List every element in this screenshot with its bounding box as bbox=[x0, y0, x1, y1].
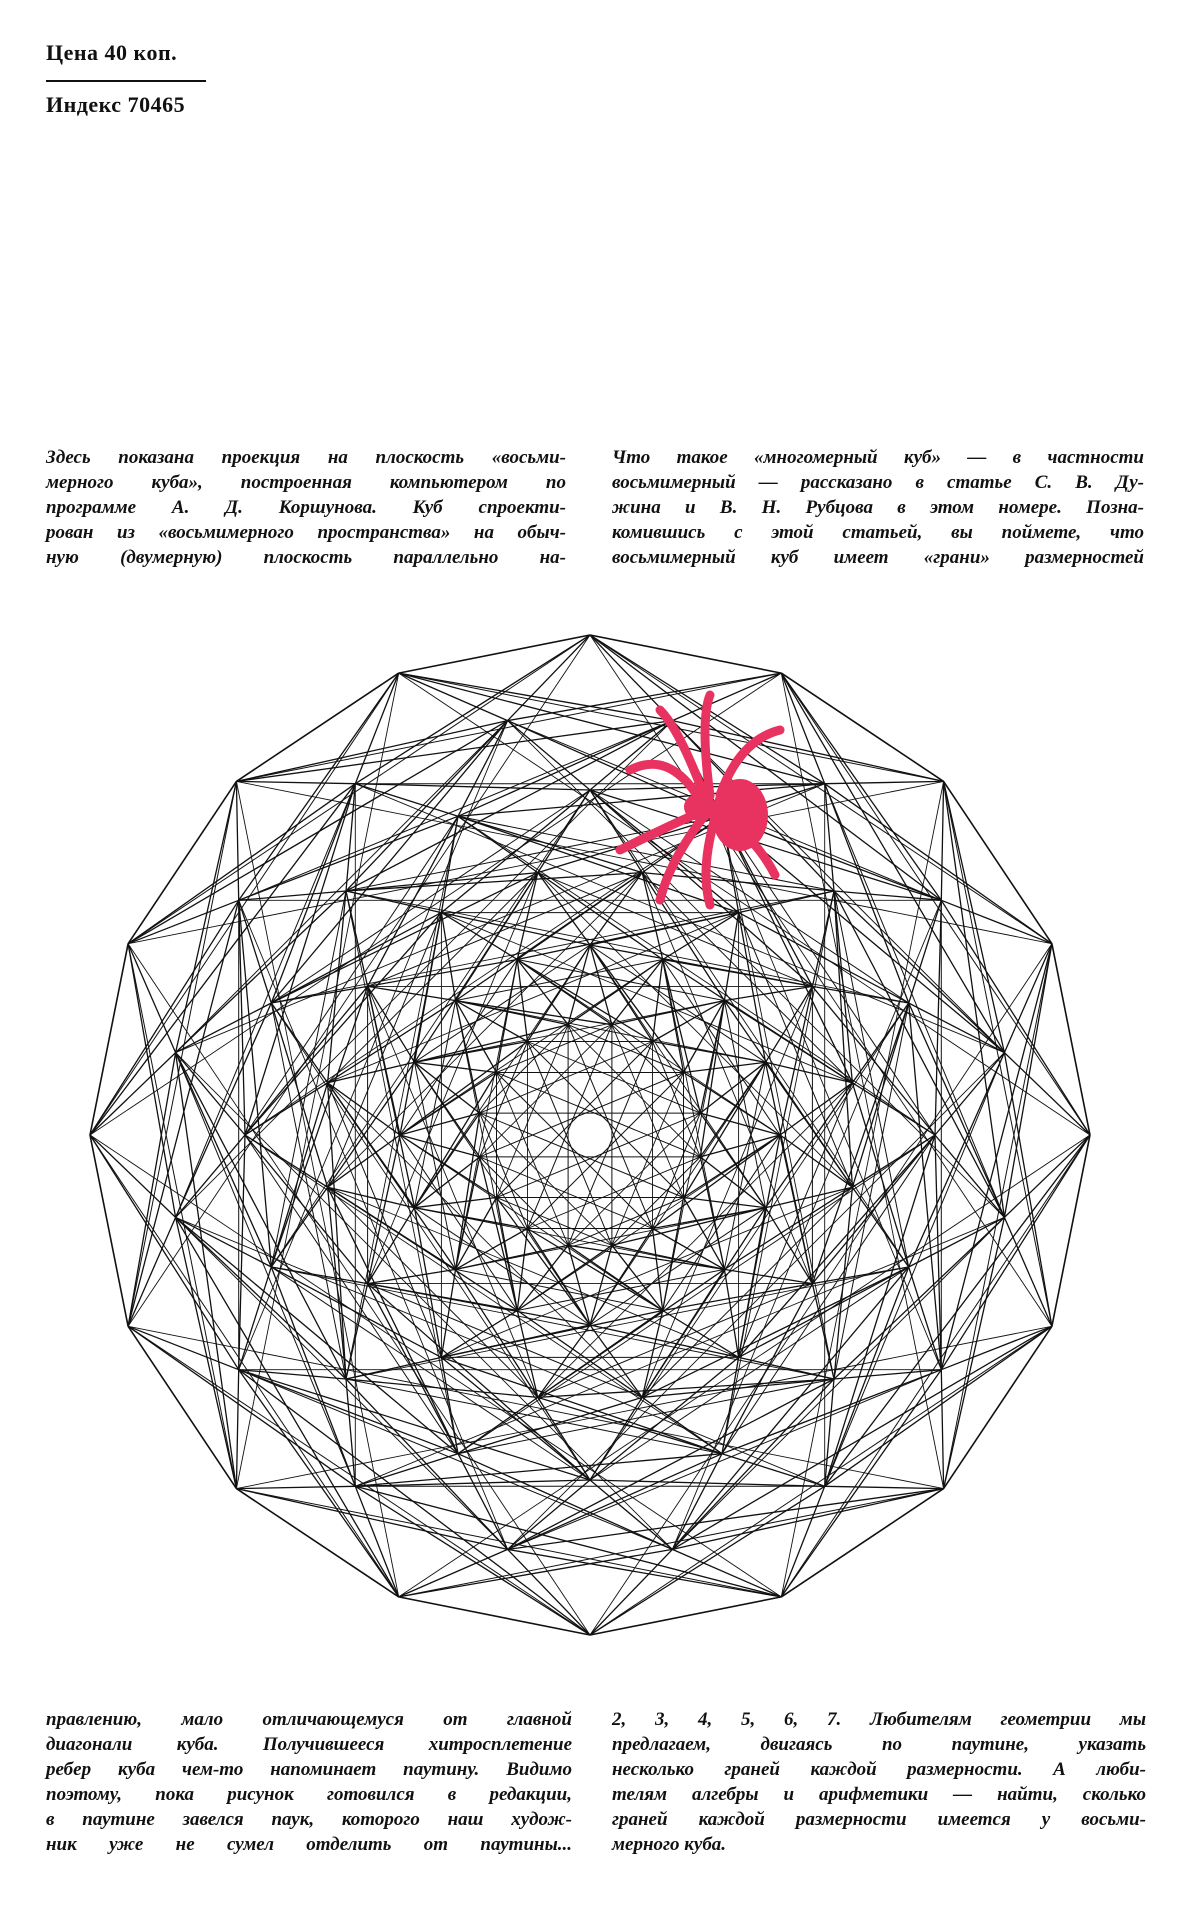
caption-line: ник уже не сумел отделить от паутины... bbox=[46, 1834, 572, 1855]
cube-edge bbox=[176, 1217, 458, 1453]
cube-edge bbox=[825, 1135, 1090, 1486]
index-label: Индекс 70465 bbox=[46, 92, 186, 117]
cube-edge bbox=[328, 1187, 456, 1269]
caption-line: комившись с этой статьей, вы поймете, что bbox=[612, 522, 1144, 543]
cube-edge bbox=[176, 1135, 245, 1217]
cube-edge bbox=[271, 1267, 441, 1357]
cube-edge bbox=[368, 1284, 458, 1454]
cube-edge bbox=[944, 781, 1005, 1052]
cube-edge bbox=[480, 1042, 653, 1114]
cube-edge bbox=[941, 1370, 943, 1489]
caption-line: поэтому, пока рисунок готовился в редакции, bbox=[46, 1784, 572, 1805]
cube-edge bbox=[236, 1486, 355, 1488]
cube-edge bbox=[722, 1284, 812, 1454]
cube-edge bbox=[508, 635, 590, 721]
cube-edge bbox=[825, 1486, 944, 1488]
cube-edge bbox=[508, 1489, 944, 1550]
cube-edge bbox=[825, 1135, 935, 1486]
cube-edge bbox=[1004, 1135, 1090, 1217]
cube-edge bbox=[328, 1001, 456, 1083]
cube-edge bbox=[497, 1042, 653, 1198]
cube-edge bbox=[458, 1454, 508, 1550]
caption-line: ребер куба чем-то напоминает паутину. Видимо bbox=[46, 1759, 572, 1780]
cube-edge bbox=[236, 1370, 238, 1489]
cube-edge bbox=[368, 986, 415, 1062]
cube-edge bbox=[456, 1269, 538, 1397]
cube-edge bbox=[176, 1217, 237, 1488]
cube-edge bbox=[528, 1073, 684, 1229]
cube-edge bbox=[834, 1187, 852, 1379]
caption-top-right bbox=[612, 445, 1144, 570]
caption-line: мерного куба», построенная компьютером по bbox=[46, 472, 566, 493]
cube-edge bbox=[766, 986, 813, 1062]
caption-line: предлагаем, двигаясь по паутине, указать bbox=[612, 1734, 1146, 1755]
cube-edge bbox=[368, 1208, 415, 1284]
cube-edge bbox=[935, 1053, 1004, 1135]
cube-edge bbox=[590, 635, 1052, 1326]
cube-edge bbox=[271, 721, 507, 1003]
cube-edge bbox=[441, 1311, 517, 1358]
cube-edge bbox=[590, 944, 1052, 1635]
cube-edge bbox=[128, 1326, 944, 1488]
cube-edge bbox=[642, 873, 724, 1001]
cube-edge bbox=[722, 816, 852, 1083]
cube-edge bbox=[346, 1379, 538, 1397]
cube-edge bbox=[663, 913, 739, 960]
caption-line: граней каждой размерности имеется у восьми- bbox=[612, 1809, 1146, 1830]
cube-edge bbox=[1004, 1053, 1090, 1135]
center-hole bbox=[577, 1122, 603, 1148]
cube-edge bbox=[724, 1001, 852, 1083]
caption-line: жина и В. Н. Рубцова в этом номере. Позна- bbox=[612, 497, 1144, 518]
cube-edge bbox=[672, 1489, 943, 1550]
caption-line: Что такое «многомерный куб» — в частности bbox=[612, 447, 1144, 468]
cube-edge bbox=[590, 1480, 672, 1549]
caption-top-left bbox=[46, 445, 566, 570]
cube-edge bbox=[480, 1157, 653, 1229]
caption-line: диагонали куба. Получившееся хитросплетение bbox=[46, 1734, 572, 1755]
cube-edge bbox=[497, 1073, 653, 1229]
cube-edge bbox=[399, 1135, 1090, 1597]
cube-edge bbox=[672, 1267, 908, 1549]
cube-edge bbox=[941, 1135, 1090, 1370]
cube-edge bbox=[672, 721, 943, 782]
cube-edge bbox=[700, 1001, 724, 1157]
cube-edge bbox=[944, 781, 1005, 1217]
caption-line: ную (двумерную) плоскость параллельно на- bbox=[46, 547, 566, 568]
cube-edge bbox=[642, 1267, 909, 1397]
cube-edge bbox=[128, 944, 590, 1635]
cube-edge bbox=[508, 721, 590, 790]
cube-edge bbox=[399, 673, 1090, 1135]
cube-edge bbox=[497, 1073, 569, 1246]
cube-edge bbox=[328, 891, 346, 1083]
cube-edge bbox=[176, 1003, 272, 1053]
cube-edge bbox=[355, 1486, 590, 1635]
cube-edge bbox=[236, 673, 398, 1489]
cube-edge bbox=[176, 1053, 237, 1489]
spider-leg bbox=[705, 695, 710, 796]
cube-edge bbox=[368, 816, 458, 986]
caption-bottom-right bbox=[612, 1707, 1146, 1857]
cube-edge bbox=[239, 1370, 590, 1635]
cube-edge bbox=[825, 781, 944, 783]
cube-edge bbox=[724, 1187, 852, 1269]
cube-edge bbox=[528, 1042, 684, 1198]
caption-line: 2, 3, 4, 5, 6, 7. Любителям геометрии мы bbox=[612, 1709, 1146, 1730]
cube-edge bbox=[909, 1217, 1005, 1267]
cube-edge bbox=[236, 781, 1052, 943]
cube-edge bbox=[642, 873, 852, 1083]
cube-edge bbox=[90, 1135, 176, 1217]
cube-edge bbox=[236, 721, 672, 782]
cube-edge bbox=[271, 913, 441, 1003]
caption-bottom-left bbox=[46, 1707, 572, 1857]
cube-edge bbox=[528, 1157, 701, 1229]
cube-edge bbox=[663, 1311, 739, 1358]
cube-edge bbox=[642, 1187, 852, 1397]
cube-edge bbox=[590, 1549, 672, 1635]
cube-edge bbox=[90, 1135, 781, 1597]
cube-edge bbox=[128, 635, 590, 1326]
cube-edge bbox=[328, 1187, 458, 1454]
cube-edge bbox=[739, 1267, 909, 1357]
cube-edge bbox=[236, 781, 355, 783]
cube-edge bbox=[90, 1053, 176, 1135]
cube-edge bbox=[497, 1025, 569, 1198]
cube-projection-figure bbox=[60, 600, 1120, 1670]
cube-edge bbox=[271, 873, 538, 1003]
caption-line: правлению, мало отличающемуся от главной bbox=[46, 1709, 572, 1730]
cube-edge bbox=[642, 1269, 724, 1397]
cube-edge bbox=[441, 913, 517, 960]
header-divider bbox=[46, 80, 206, 82]
cube-edge bbox=[90, 784, 355, 1135]
cube-edge bbox=[176, 781, 237, 1052]
price-label: Цена 40 коп. bbox=[46, 40, 178, 65]
caption-line: программе А. Д. Коршунова. Куб спроекти- bbox=[46, 497, 566, 518]
cube-edge bbox=[415, 1025, 569, 1063]
cube-edge bbox=[328, 873, 538, 1083]
caption-line: телям алгебры и арифметики — найти, сколько bbox=[612, 1784, 1146, 1805]
cube-edge bbox=[766, 1208, 813, 1284]
cube-edge bbox=[781, 781, 943, 1597]
cube-edge bbox=[236, 781, 238, 900]
cube-edge bbox=[328, 1187, 538, 1397]
caption-line: мерного куба. bbox=[612, 1834, 727, 1855]
cube-edge bbox=[236, 721, 507, 782]
cube-edge bbox=[663, 960, 701, 1114]
cube-edge bbox=[612, 1073, 684, 1246]
cube-edge bbox=[739, 913, 909, 1003]
cube-edge bbox=[941, 781, 943, 900]
caption-line: Здесь показана проекция на плоскость «восьми- bbox=[46, 447, 566, 468]
cube-edge bbox=[236, 1489, 507, 1550]
caption-line: в паутине завелся паук, которого наш худож- bbox=[46, 1809, 572, 1830]
caption-line: восьмимерный — рассказано в статье С. В. Ду- bbox=[612, 472, 1144, 493]
cube-edge bbox=[456, 1113, 480, 1269]
cube-edge bbox=[245, 784, 355, 1135]
cube-edge bbox=[456, 1001, 612, 1025]
cube-edge bbox=[528, 1042, 701, 1114]
caption-line: рован из «восьмимерного пространства» на обыч- bbox=[46, 522, 566, 543]
cube-edge bbox=[568, 1245, 724, 1269]
cube-edge bbox=[456, 873, 538, 1001]
caption-line: восьмимерный куб имеет «грани» размерностей bbox=[612, 547, 1144, 568]
cube-edge bbox=[239, 1370, 590, 1480]
cube-edge bbox=[90, 900, 239, 1135]
cube-edge bbox=[944, 1217, 1005, 1488]
cube-edge bbox=[480, 1157, 518, 1311]
cube-edge bbox=[508, 1549, 590, 1635]
cube-edge bbox=[612, 1208, 766, 1246]
caption-line: несколько граней каждой размерности. А люби- bbox=[612, 1759, 1146, 1780]
cube-edge bbox=[612, 1025, 684, 1198]
